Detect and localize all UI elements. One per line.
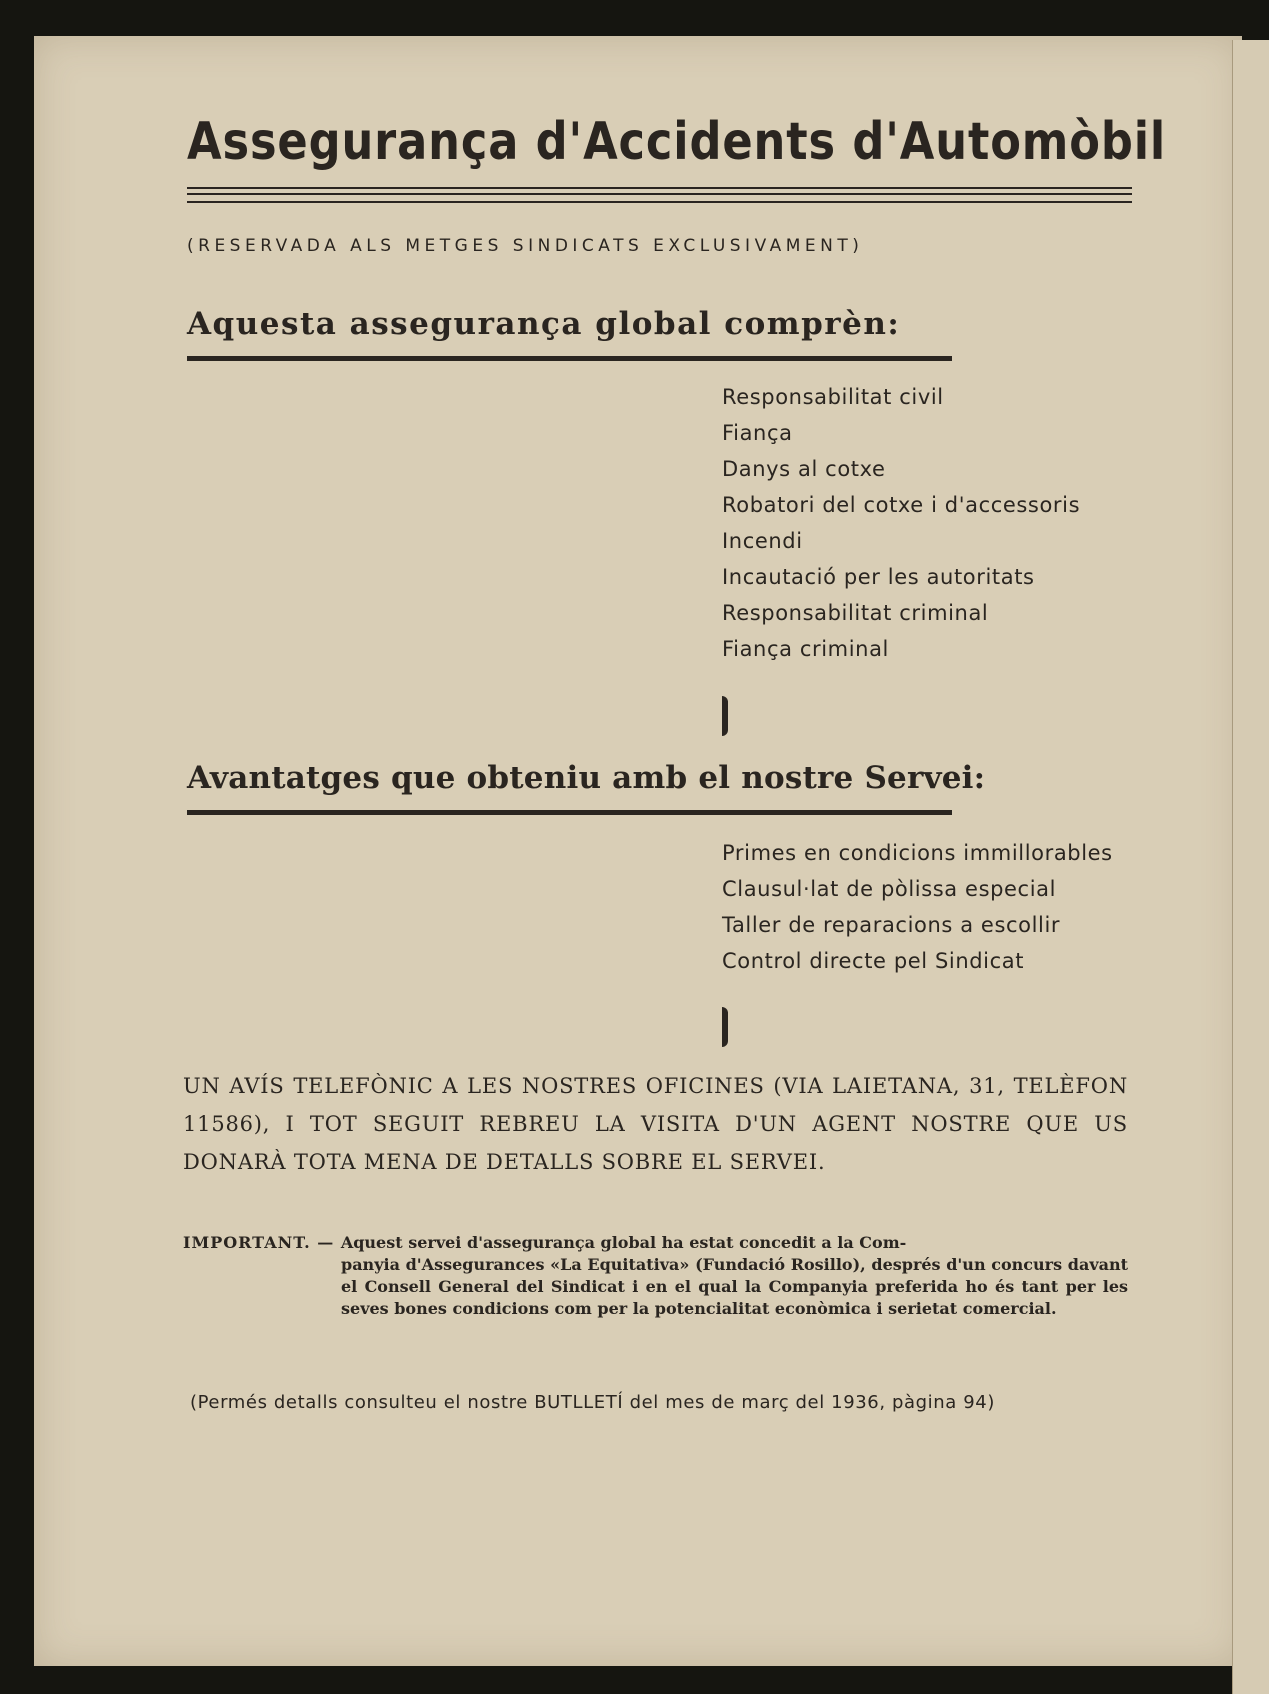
page-title: Assegurança d'Accidents d'Automòbil — [187, 112, 1167, 172]
important-text-line1: Aquest servei d'assegurança global ha estat concedit a la Com- — [340, 1233, 907, 1252]
section1-heading: Aquesta assegurança global comprèn: — [187, 306, 901, 342]
list-item: Clausul·lat de pòlissa especial — [722, 877, 1057, 901]
footer-reference: (Permés detalls consulteu el nostre BUTLLETÍ del mes de març del 1936, pàgina 94) — [190, 1392, 995, 1413]
list-item: Robatori del cotxe i d'accessoris — [722, 493, 1081, 517]
important-text-rest: panyia d'Assegurances «La Equitativa» (Fundació Rosillo), després d'un concurs davant el Consell General del Sindicat i en el qual la Companyia preferida ho és tant per les seves bones condicions com per la potencialitat econòmica i serietat comercial. — [341, 1255, 1128, 1318]
list-item: Control directe pel Sindicat — [722, 949, 1025, 973]
list-item: Fiança criminal — [722, 637, 889, 661]
advantages-list — [722, 835, 1113, 979]
list-item: Incautació per les autoritats — [722, 565, 1035, 589]
contact-paragraph: UN AVÍS TELEFÒNIC A LES NOSTRES OFICINES (VIA LAIETANA, 31, TELÈFON 11586), I TOT SEGUIT REBREU LA VISITA D'UN AGENT NOSTRE QUE US DONARÀ TOTA MENA DE DETALLS SOBRE EL SERVEI. — [183, 1074, 1128, 1174]
ornament-mark — [722, 696, 728, 736]
coverage-list — [722, 379, 1080, 667]
list-item: Taller de reparacions a escollir — [722, 913, 1061, 937]
ornament-mark — [722, 1007, 728, 1047]
important-note — [183, 1232, 1128, 1320]
section2-heading: Avantatges que obteniu amb el nostre Servei: — [187, 760, 986, 796]
section1-underline — [187, 356, 952, 361]
list-item: Primes en condicions immillorables — [722, 841, 1113, 865]
list-item: Fiança — [722, 421, 793, 445]
list-item: Responsabilitat civil — [722, 385, 944, 409]
list-item: Responsabilitat criminal — [722, 601, 989, 625]
subtitle: (RESERVADA ALS METGES SINDICATS EXCLUSIVAMENT) — [187, 236, 864, 256]
list-item: Incendi — [722, 529, 803, 553]
adjacent-page-edge — [1232, 40, 1269, 1694]
important-label: IMPORTANT. — — [183, 1233, 341, 1252]
section2-underline — [187, 810, 952, 815]
list-item: Danys al cotxe — [722, 457, 886, 481]
title-underline — [187, 187, 1132, 203]
